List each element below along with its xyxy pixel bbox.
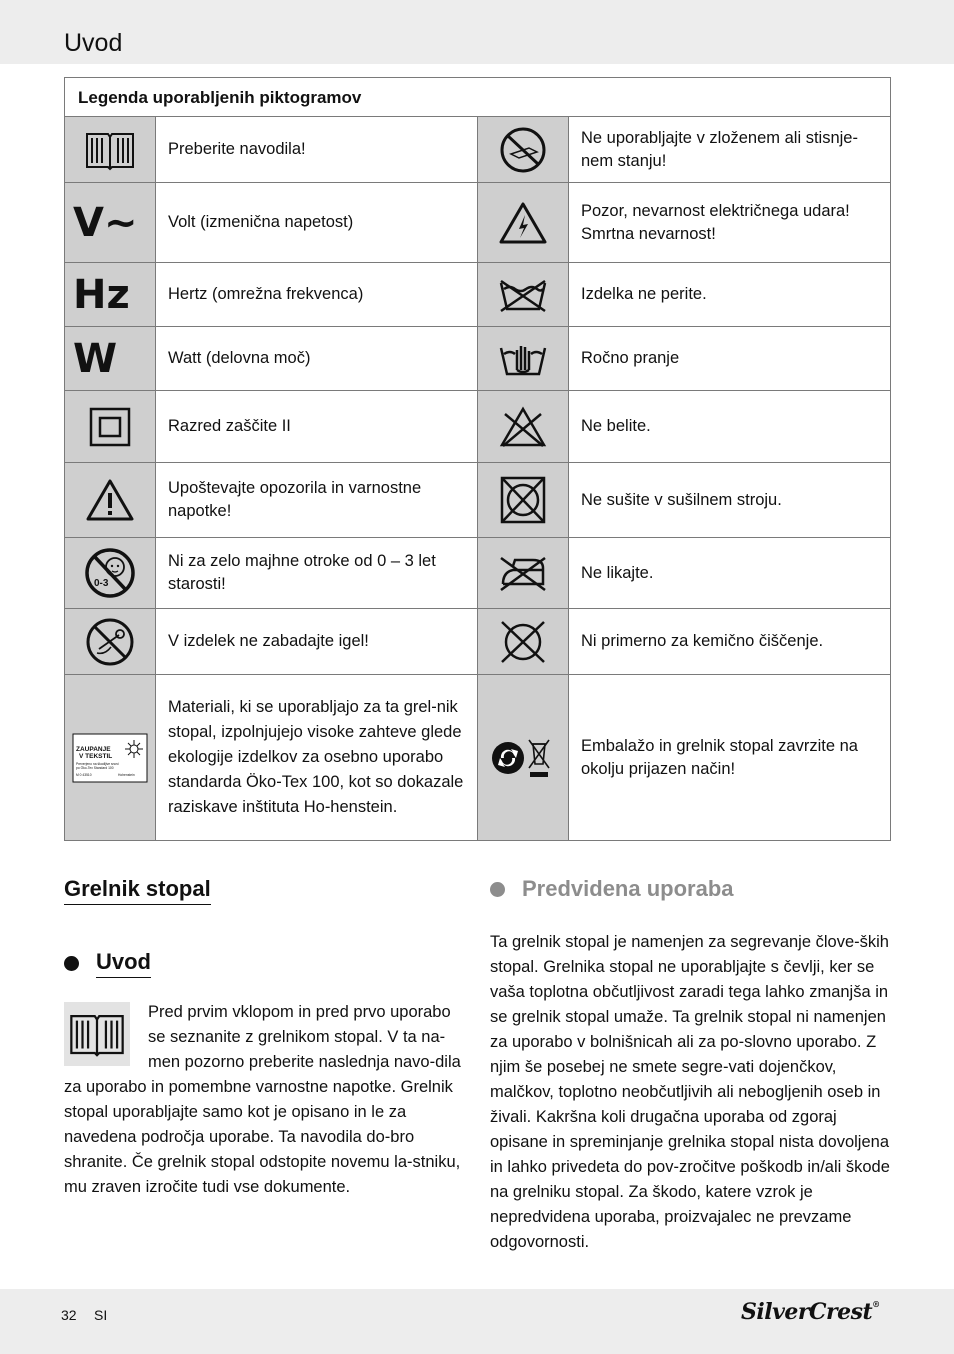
- legend-text: Pozor, nevarnost električnega udara! Smrtna nevarnost!: [581, 201, 850, 243]
- label-line: po Öko-Tex Standard 100: [76, 765, 114, 770]
- section-title: Predvidena uporaba: [522, 876, 734, 901]
- legend-text: Razred zaščite II: [156, 391, 478, 462]
- legend-text: Materiali, ki se uporabljajo za ta grel-nik stopal, izpolnjujejo visoke zahteve glede ekologije izdelkov za osebno uporabo standarda Öko-Tex 100, kot so dokazale raziskave inštituta Ho-henstein.: [156, 675, 478, 840]
- legend-row: [65, 327, 890, 391]
- brand-name: SilverCrest: [741, 1299, 873, 1325]
- hertz-icon: [65, 263, 156, 326]
- legend-text: Izdelka ne perite.: [581, 285, 707, 303]
- page-number: 32: [61, 1307, 77, 1323]
- no-dry-clean-icon: [478, 609, 569, 674]
- watt-icon: [65, 327, 156, 390]
- registered-mark: ®: [872, 1299, 880, 1309]
- label-line: ZAUPANJE: [76, 745, 111, 753]
- brand-logo: [741, 1299, 880, 1325]
- legend-row: [65, 675, 890, 840]
- no-needles-icon: [65, 609, 156, 674]
- volt-ac-icon: [65, 183, 156, 262]
- legend-text: Volt (izmenična napetost): [156, 183, 478, 262]
- no-children-0-3-icon: [65, 538, 156, 608]
- legend-text: Watt (delovna moč): [156, 327, 478, 390]
- legend-row: [65, 391, 890, 463]
- legend-text: Upoštevajte opozorila in varnostne napotke!: [156, 463, 478, 537]
- recycling-disposal-icon: [478, 675, 569, 840]
- page-footer: [0, 1289, 954, 1354]
- legend-title: Legenda uporabljenih piktogramov: [65, 78, 890, 117]
- intro-paragraph: Pred prvim vklopom in pred prvo uporabo se seznanite z grelnikom stopal. V ta na-men pozorno preberite naslednja navo-dila za uporabo in pomembne varnostne napotke. Grelnik stopal uporabljajte samo kot je opisano in le za navedena področja uporabe. Ta navodila do-bro shranite. Če grelnik stopal odstopite novemu la-stniku, mu zraven izročite tudi vse dokumente.: [64, 1003, 461, 1196]
- language-code: SI: [94, 1307, 108, 1323]
- label-line: Hohenstein: [118, 772, 135, 777]
- legend-row: [65, 609, 890, 675]
- hand-wash-icon: [478, 327, 569, 390]
- section-heading-intro: [64, 949, 464, 978]
- bullet-icon: [64, 956, 79, 971]
- right-column: [490, 876, 892, 1255]
- legend-text: Ne uporabljajte v zloženem ali stisnje-nem stanju!: [581, 128, 858, 170]
- page-header: [0, 0, 954, 64]
- legend-text: Ni primerno za kemično čiščenje.: [581, 632, 824, 650]
- no-folded-use-icon: [478, 117, 569, 182]
- legend-row: [65, 117, 890, 183]
- left-column: [64, 876, 464, 1200]
- pictogram-legend-table: [64, 77, 891, 841]
- legend-text: Embalažo in grelnik stopal zavrzite na okolju prijazen način!: [581, 736, 858, 778]
- legend-row: [65, 463, 890, 538]
- instructions-book-icon: [64, 1002, 130, 1066]
- legend-row: [65, 263, 890, 327]
- page-title: Uvod: [64, 29, 123, 57]
- do-not-wash-icon: [478, 263, 569, 326]
- warning-triangle-icon: [65, 463, 156, 537]
- label-line: V TEKSTIL: [79, 752, 113, 760]
- volt-symbol: V~: [73, 199, 138, 246]
- label-line: Preverjeno na škodljive snovi: [76, 761, 119, 766]
- product-heading: Grelnik stopal: [64, 876, 211, 905]
- do-not-bleach-icon: [478, 391, 569, 462]
- legend-text: Preberite navodila!: [156, 117, 478, 182]
- legend-text: Ni za zelo majhne otroke od 0 – 3 let starosti!: [156, 538, 478, 608]
- legend-text: Ne sušite v sušilnem stroju.: [581, 490, 782, 509]
- protection-class-2-icon: [65, 391, 156, 462]
- section-heading-intended-use: [490, 876, 892, 902]
- do-not-iron-icon: [478, 538, 569, 608]
- legend-text: V izdelek ne zabadajte igel!: [156, 609, 478, 674]
- instructions-book-icon: [65, 117, 156, 182]
- hertz-symbol: Hz: [73, 271, 130, 318]
- legend-text: Hertz (omrežna frekvenca): [156, 263, 478, 326]
- do-not-tumble-dry-icon: [478, 463, 569, 537]
- intended-use-paragraph: Ta grelnik stopal je namenjen za segrevanje člove-ških stopal. Grelnika stopal ne uporabljajte s čevlji, ker se vaša toplotna občutljivost zaradi tega lahko zmanjša in se grelnik stopal umaže. Ta grelnik stopal ni namenjen za uporabo v bolnišnicah ali za po-slovno uporabo. Z njim še posebej ne smete segre-vati dojenčkov, malčkov, toplotno neobčutljivih ali nebogljenih oseb in živali. Kakršna koli drugačna uporaba od zgoraj opisane in spreminjanje grelnika stopal nista dovoljena in lahko privedeta do pov-zročitve poškodb in/ali škode na grelniku stopal. Za škodo, katere vzrok je nepredvidena uporaba, proizvajalec ne prevzame odgovornosti.: [490, 933, 890, 1251]
- watt-symbol: W: [73, 335, 118, 382]
- legend-row: [65, 538, 890, 609]
- section-title: Uvod: [96, 949, 151, 978]
- age-badge: 0-3: [94, 578, 109, 589]
- legend-text: Ne likajte.: [581, 563, 654, 582]
- label-line: M 0 43510: [76, 772, 92, 777]
- legend-text: Ne belite.: [581, 417, 651, 435]
- oeko-tex-label-icon: [65, 675, 156, 840]
- legend-text: Ročno pranje: [581, 349, 680, 367]
- bullet-icon: [490, 882, 505, 897]
- electric-shock-warning-icon: [478, 183, 569, 262]
- legend-row: [65, 183, 890, 263]
